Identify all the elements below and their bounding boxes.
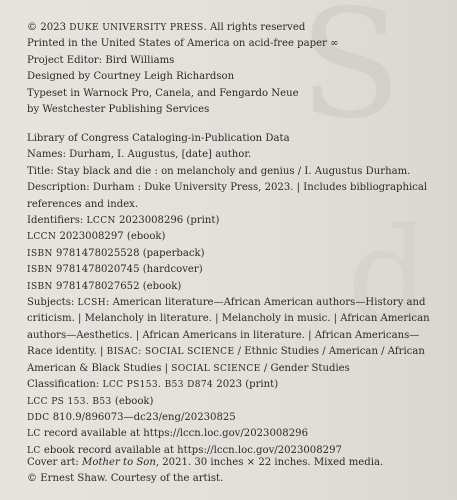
subjects-text: / Gender Studies <box>260 362 350 374</box>
cip-title: Title: Stay black and die : on melancholy and genius / I. Augustus Durham. <box>27 165 411 177</box>
bisac-tag: BISAC: SOCIAL SCIENCE <box>106 347 235 358</box>
cip-names: Names: Durham, I. Augustus, [date] author. <box>27 149 252 161</box>
isbn-paperback-line <box>27 246 430 262</box>
subjects-text: : American literature—African American authors—History and <box>105 297 426 309</box>
lccn-print: 2023008296 (print) <box>119 215 220 227</box>
social-science-tag: SOCIAL SCIENCE <box>171 363 261 374</box>
copyright-symbol: © <box>27 22 38 33</box>
classification-text: 2023 (print) <box>213 379 279 391</box>
cip-data-block <box>27 131 430 459</box>
subjects-text: / Ethnic Studies / American / African <box>234 346 425 358</box>
lc-tag: LC <box>27 429 41 440</box>
isbn-hardcover-line <box>27 262 430 278</box>
lc-tag: LC <box>27 445 41 456</box>
lccn-tag: LCCN <box>86 216 116 227</box>
lcc-tag: LCC PS153. B53 D874 <box>102 380 214 391</box>
lcc-tag: LCC PS 153. B53 <box>27 396 112 407</box>
cip-heading: Library of Congress Cataloging-in-Publication Data <box>27 133 290 144</box>
isbn-paperback: 9781478025528 (paperback) <box>56 247 205 259</box>
lccn-ebook-line <box>27 229 430 245</box>
subjects-line-4 <box>27 344 430 360</box>
subjects-label: Subjects: <box>27 297 78 309</box>
isbn-hardcover: 9781478020745 (hardcover) <box>56 264 203 276</box>
lccn-ebook: 2023008297 (ebook) <box>59 231 166 243</box>
classification-line-2 <box>27 394 430 410</box>
subjects-line-1 <box>27 295 430 311</box>
subjects-text: American & Black Studies | <box>27 362 172 374</box>
copyright-year: 2023 <box>40 22 67 33</box>
cip-description-cont: references and index. <box>27 198 139 210</box>
publisher-name: DUKE UNIVERSITY PRESS <box>69 23 204 33</box>
classification-text: (ebook) <box>111 395 154 407</box>
typesetter-line: by Westchester Publishing Services <box>27 104 210 116</box>
cover-art-details: , 2021. 30 inches × 22 inches. Mixed media. <box>155 457 384 468</box>
lc-record-line <box>27 426 430 442</box>
isbn-ebook: 9781478027652 (ebook) <box>56 280 182 292</box>
designer-line: Designed by Courtney Leigh Richardson <box>27 71 235 83</box>
publication-credits <box>27 20 338 118</box>
cover-art-credit <box>27 455 383 488</box>
isbn-tag: ISBN <box>27 281 53 292</box>
isbn-ebook-line <box>27 279 430 295</box>
isbn-tag: ISBN <box>27 265 53 276</box>
classification-line-1 <box>27 377 430 393</box>
background-watermark-lower: d <box>347 199 431 351</box>
typeset-line: Typeset in Warnock Pro, Canela, and Fengardo Neue <box>27 87 299 99</box>
cover-art-copyright: © Ernest Shaw. Courtesy of the artist. <box>27 473 224 485</box>
cip-identifiers-line <box>27 213 430 229</box>
cover-art-label: Cover art: <box>27 457 83 468</box>
lcsh-tag: LCSH <box>77 298 106 309</box>
subjects-text: Race identity. | <box>27 346 107 358</box>
project-editor-line: Project Editor: Bird Williams <box>27 54 175 66</box>
subjects-line-5 <box>27 361 430 377</box>
isbn-tag: ISBN <box>27 248 53 259</box>
copyright-line <box>27 20 338 36</box>
identifiers-label: Identifiers: <box>27 215 84 227</box>
cover-art-title: Mother to Son <box>82 457 156 468</box>
rights-statement: . All rights reserved <box>203 22 306 33</box>
ddc-tag: DDC <box>27 412 50 423</box>
subjects-line-3: authors—Aesthetics. | African Americans in literature. | African Americans— <box>27 329 420 341</box>
classification-line-3 <box>27 410 430 426</box>
lc-record-text: record available at https://lccn.loc.gov/2023008296 <box>40 428 308 440</box>
classification-label: Classification: <box>27 379 103 391</box>
cip-description: Description: Durham : Duke University Press, 2023. | Includes bibliographical <box>27 182 428 194</box>
subjects-line-2: criticism. | Melancholy in literature. | Melancholy in music. | African American <box>27 313 430 325</box>
background-watermark: S <box>299 0 402 152</box>
cover-art-line <box>27 455 383 471</box>
lc-ebook-record-text: ebook record available at https://lccn.loc.gov/2023008297 <box>40 444 342 456</box>
classification-text: 810.9/896073—dc23/eng/20230825 <box>49 411 236 423</box>
lccn-tag: LCCN <box>27 232 57 243</box>
printing-line: Printed in the United States of America on acid-free paper ∞ <box>27 38 339 50</box>
